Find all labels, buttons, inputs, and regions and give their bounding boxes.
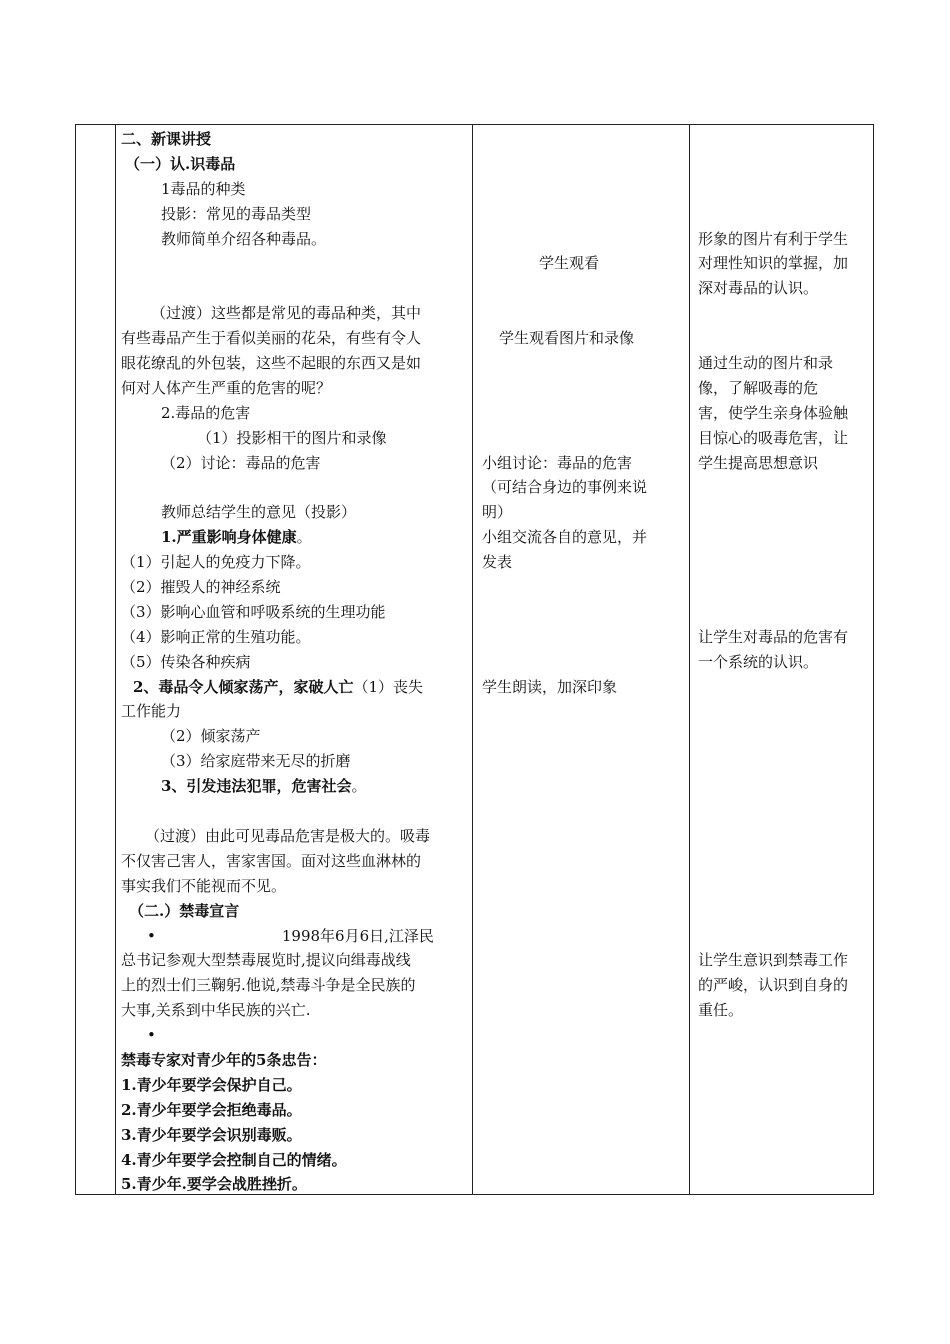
content-line: 投影：常见的毒品类型 bbox=[161, 204, 312, 223]
advice-item: 2.青少年要学会拒绝毒品。 bbox=[121, 1100, 302, 1119]
content-line: 1毒品的种类 bbox=[161, 179, 246, 198]
content-line: 大事,关系到中华民族的兴亡. bbox=[121, 1001, 311, 1020]
content-line: （过渡）由此可见毒品危害是极大的。吸毒 bbox=[145, 826, 431, 845]
content-line: 不仅害己害人，害家害国。面对这些血淋林的 bbox=[121, 851, 422, 870]
content-line: 教师简单介绍各种毒品。 bbox=[161, 229, 327, 248]
content-line: 事实我们不能视而不见。 bbox=[121, 876, 287, 895]
intent-line: 对理性知识的掌握，加 bbox=[698, 254, 849, 273]
harm-heading: 2、毒品令人倾家荡产，家破人亡 bbox=[133, 677, 354, 696]
content-line: （过渡）这些都是常见的毒品种类，其中 bbox=[151, 304, 422, 323]
intent-line: 让学生意识到禁毒工作 bbox=[698, 951, 849, 970]
harm-heading: 1.严重影响身体健康 bbox=[161, 528, 297, 547]
content-line bbox=[121, 924, 468, 949]
content-line: 上的烈士们三鞠躬.他说,禁毒斗争是全民族的 bbox=[121, 976, 416, 995]
advice-item: 4.青少年要学会控制自己的情绪。 bbox=[121, 1150, 347, 1169]
intent-line: 的严峻，认识到自身的 bbox=[698, 976, 849, 995]
intent-line: 重任。 bbox=[698, 1001, 744, 1020]
teaching-content-cell bbox=[116, 127, 468, 1197]
punctuation: 。 bbox=[351, 777, 367, 796]
content-line: （1）投影相干的图片和录像 bbox=[197, 428, 387, 447]
content-line: （2）倾家荡产 bbox=[161, 727, 261, 746]
content-line bbox=[121, 675, 468, 700]
lesson-plan-table bbox=[75, 124, 874, 1195]
content-line bbox=[121, 525, 468, 550]
content-line: 总书记参观大型禁毒展览时,提议向缉毒战线 bbox=[121, 951, 411, 970]
intent-line: 像，了解吸毒的危 bbox=[698, 378, 819, 397]
content-line: （3）影响心血管和呼吸系统的生理功能 bbox=[121, 602, 386, 621]
content-line: 有些毒品产生于看似美丽的花朵，有些有令人 bbox=[121, 329, 422, 348]
content-line: （4）影响正常的生殖功能。 bbox=[121, 627, 311, 646]
content-line: （5）传染各种疾病 bbox=[121, 652, 251, 671]
bullet: • bbox=[147, 926, 156, 945]
advice-heading: 禁毒专家对青少年的5条忠告： bbox=[121, 1050, 327, 1069]
subsection-heading: （二.）禁毒宣言 bbox=[129, 901, 240, 920]
activity-line: 学生观看 bbox=[539, 254, 600, 273]
subsection-heading: （一）认.识毒品 bbox=[125, 154, 236, 173]
content-line bbox=[121, 774, 468, 799]
activity-line: 小组讨论：毒品的危害 bbox=[482, 453, 633, 472]
content-line: 何对人体产生严重的危害的呢？ bbox=[121, 378, 332, 397]
activity-line: 学生朗读，加深印象 bbox=[482, 677, 618, 696]
intent-line: 形象的图片有利于学生 bbox=[698, 229, 849, 248]
advice-item: 1.青少年要学会保护自己。 bbox=[121, 1075, 302, 1094]
intent-line: 让学生对毒品的危害有 bbox=[698, 627, 849, 646]
advice-item: 5.青少年.要学会战胜挫折。 bbox=[121, 1175, 307, 1194]
content-line: （3）给家庭带来无尽的折磨 bbox=[161, 752, 351, 771]
content-text: （1）丧失 bbox=[353, 677, 423, 696]
bullet: • bbox=[147, 1026, 156, 1045]
activity-line: 学生观看图片和录像 bbox=[499, 329, 635, 348]
content-line: 工作能力 bbox=[121, 702, 182, 721]
punctuation: 。 bbox=[296, 528, 312, 547]
intent-line: 深对毒品的认识。 bbox=[698, 279, 819, 298]
content-text: 1998年6月6日,江泽民 bbox=[281, 926, 434, 945]
content-line: （2）讨论：毒品的危害 bbox=[161, 453, 321, 472]
activity-line: 发表 bbox=[482, 553, 513, 572]
activity-line: 小组交流各自的意见，并 bbox=[482, 528, 648, 547]
advice-item: 3.青少年要学会识别毒贩。 bbox=[121, 1125, 302, 1144]
activity-line: 明） bbox=[482, 503, 513, 522]
content-line: 眼花缭乱的外包装，这些不起眼的东西又是如 bbox=[121, 354, 422, 373]
content-line: 2.毒品的危害 bbox=[161, 403, 251, 422]
intent-line: 通过生动的图片和录 bbox=[698, 354, 834, 373]
content-line: （2）摧毁人的神经系统 bbox=[121, 578, 281, 597]
intent-line: 害，使学生亲身体验触 bbox=[698, 403, 849, 422]
section-heading: 二、新课讲授 bbox=[121, 130, 212, 148]
intent-line: 学生提高思想意识 bbox=[698, 453, 819, 472]
intent-line: 一个系统的认识。 bbox=[698, 652, 819, 671]
intent-line: 目惊心的吸毒危害，让 bbox=[698, 428, 849, 447]
design-intent-cell bbox=[690, 127, 873, 1023]
content-line: （1）引起人的免疫力下降。 bbox=[121, 553, 311, 572]
student-activity-cell bbox=[473, 127, 689, 699]
activity-line: （可结合身边的事例来说 bbox=[482, 478, 648, 497]
harm-heading: 3、引发违法犯罪，危害社会 bbox=[161, 777, 352, 796]
content-line: 教师总结学生的意见（投影） bbox=[161, 503, 357, 522]
